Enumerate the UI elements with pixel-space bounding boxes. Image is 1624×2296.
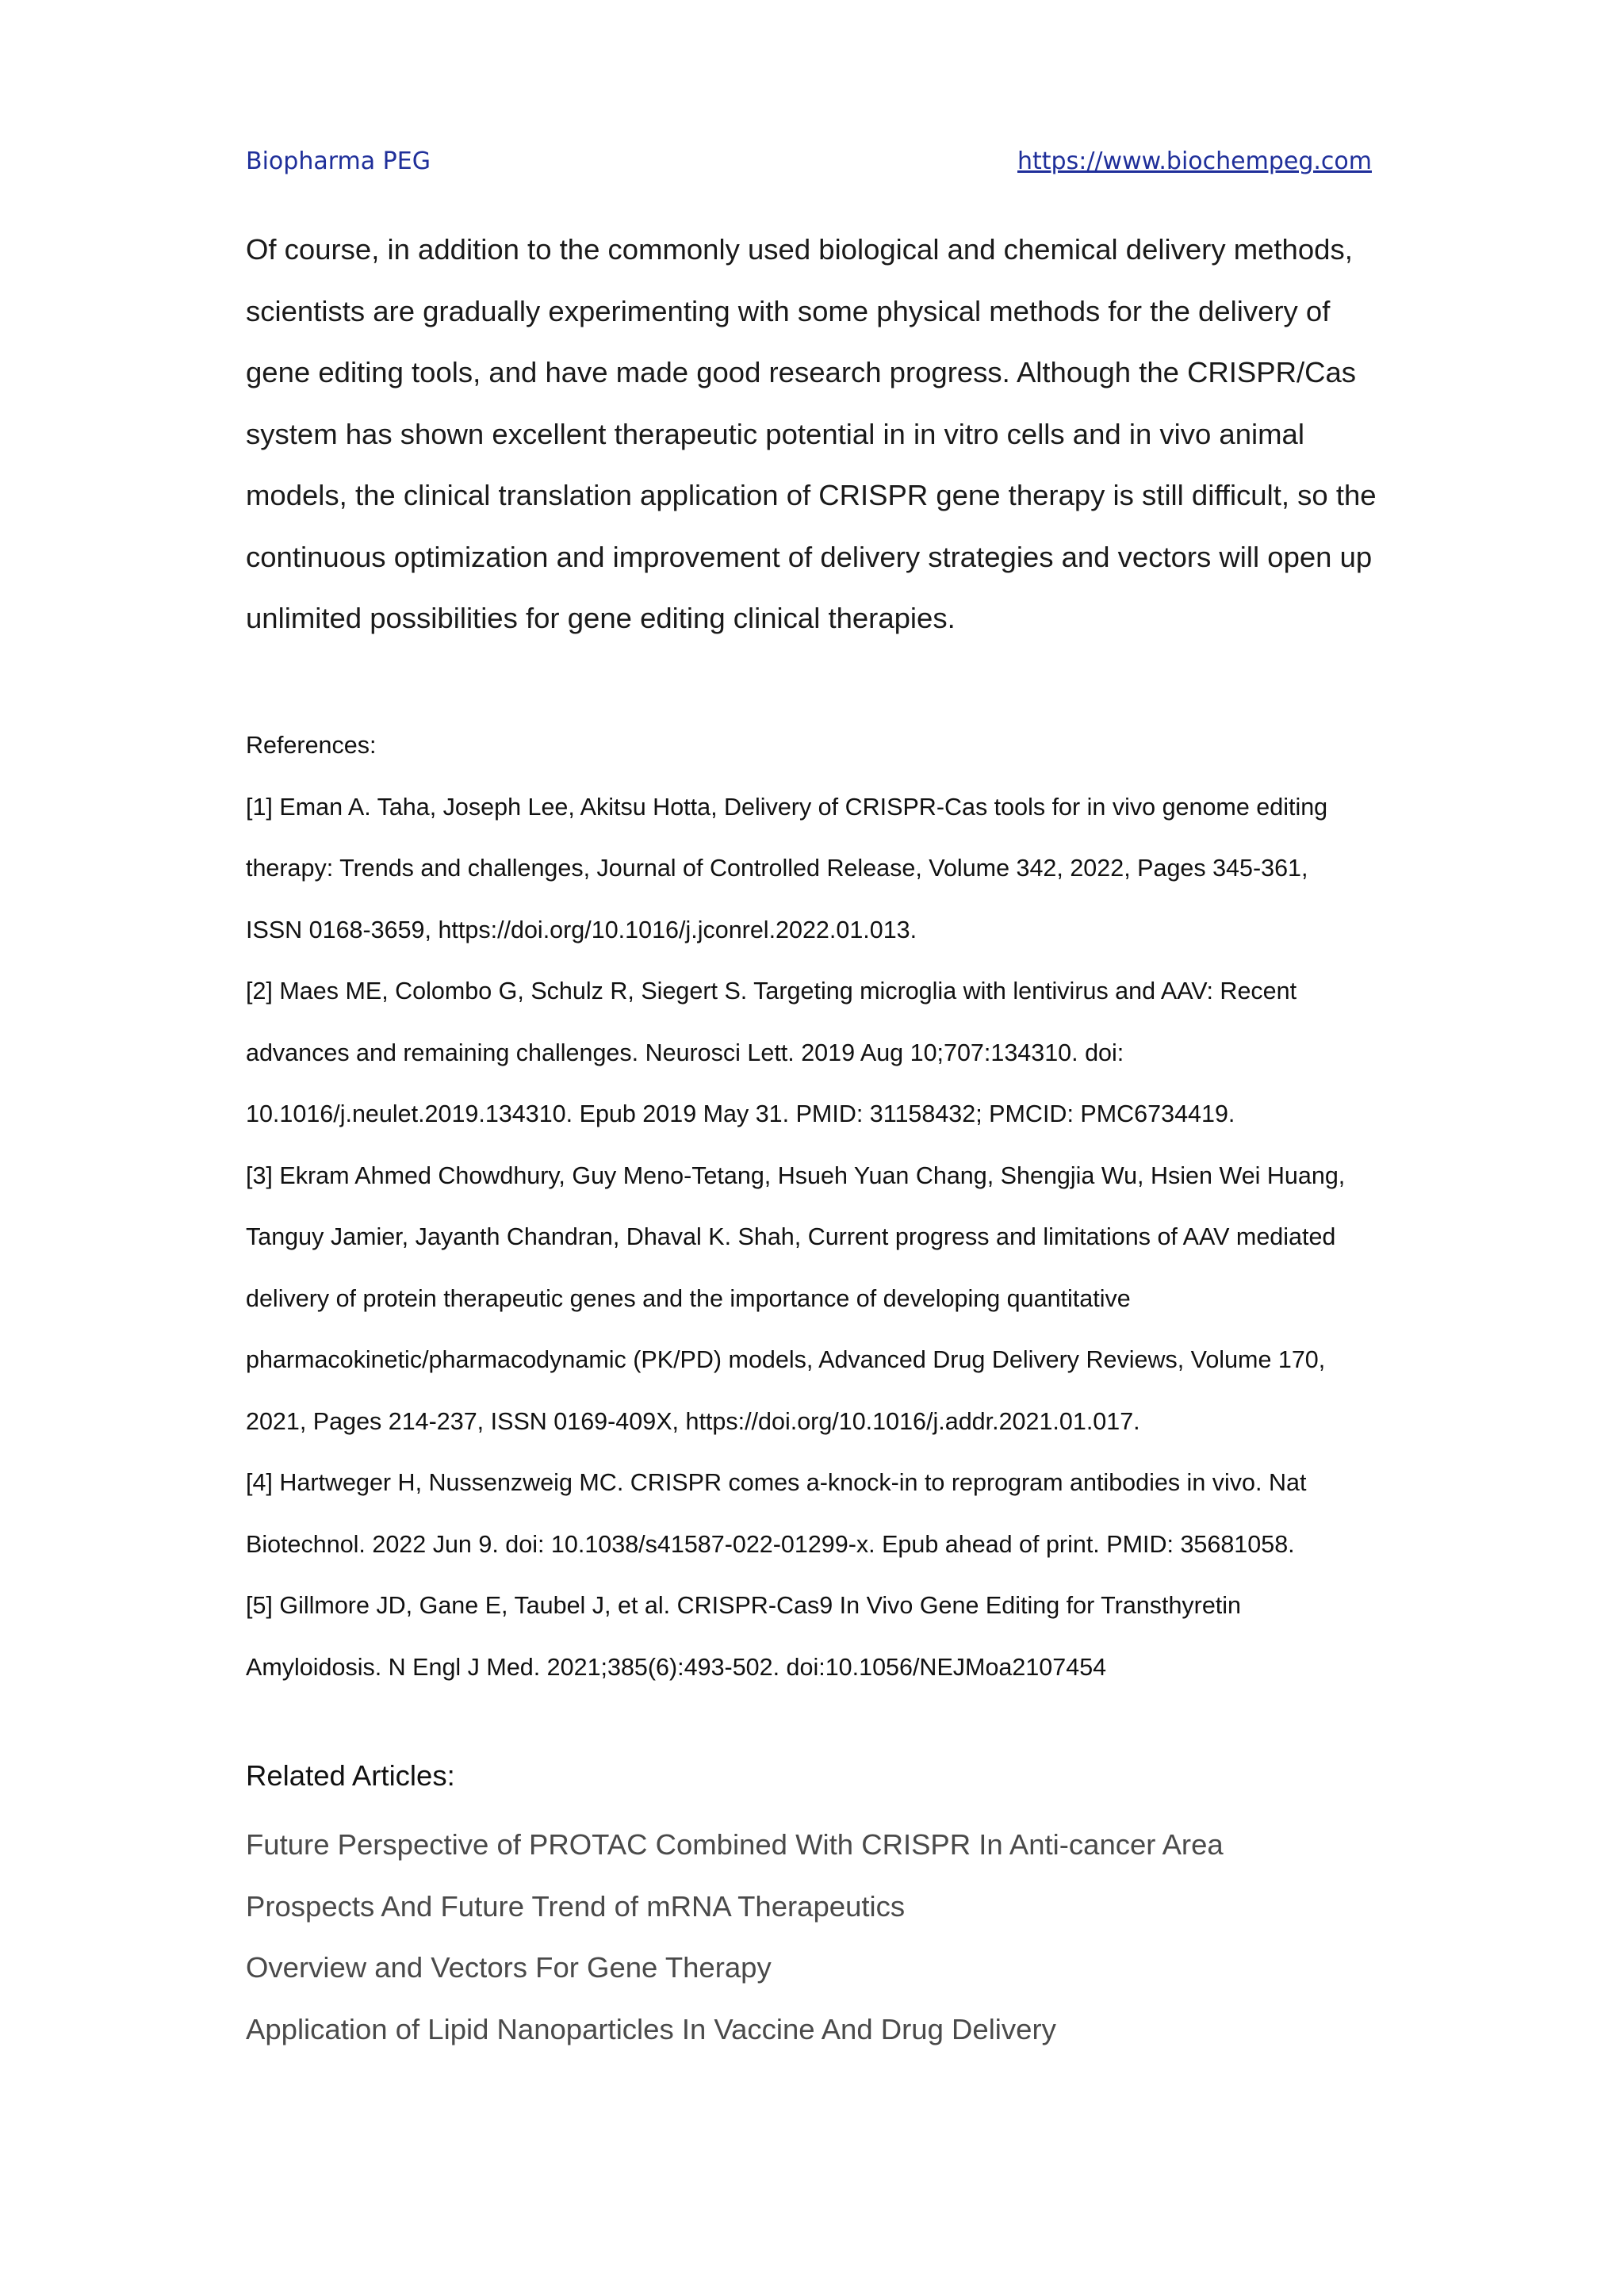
reference-line: 10.1016/j.neulet.2019.134310. Epub 2019 May 31. PMID: 31158432; PMCID: PMC6734419. (246, 1100, 1235, 1127)
reference-line: therapy: Trends and challenges, Journal of Controlled Release, Volume 342, 2022, Pages 345-361, (246, 855, 1308, 882)
reference-line: Biotechnol. 2022 Jun 9. doi: 10.1038/s41587-022-01299-x. Epub ahead of print. PMID: 35681058. (246, 1530, 1295, 1558)
related-articles-list (246, 1814, 1372, 2060)
reference-line: Tanguy Jamier, Jayanth Chandran, Dhaval K. Shah, Current progress and limitations of AAV mediated (246, 1223, 1336, 1250)
related-article-link[interactable]: Future Perspective of PROTAC Combined With CRISPR In Anti-cancer Area (246, 1828, 1224, 1861)
reference-line: [5] Gillmore JD, Gane E, Taubel J, et al. CRISPR-Cas9 In Vivo Gene Editing for Transthyretin (246, 1592, 1242, 1619)
reference-line: pharmacokinetic/pharmacodynamic (PK/PD) models, Advanced Drug Delivery Reviews, Volume 170, (246, 1346, 1326, 1373)
body-line: models, the clinical translation application of CRISPR gene therapy is still difficult, so the (246, 479, 1377, 511)
reference-line: [3] Ekram Ahmed Chowdhury, Guy Meno-Tetang, Hsueh Yuan Chang, Shengjia Wu, Hsien Wei Huang, (246, 1161, 1346, 1189)
reference-line: [4] Hartweger H, Nussenzweig MC. CRISPR comes a-knock-in to reprogram antibodies in vivo. Nat (246, 1469, 1307, 1496)
reference-line: [1] Eman A. Taha, Joseph Lee, Akitsu Hotta, Delivery of CRISPR-Cas tools for in vivo genome editing (246, 793, 1328, 821)
related-article-link[interactable]: Application of Lipid Nanoparticles In Vaccine And Drug Delivery (246, 2012, 1056, 2045)
related-article-link[interactable]: Prospects And Future Trend of mRNA Therapeutics (246, 1889, 906, 1923)
references-section (246, 715, 1372, 1698)
references-heading: References: (246, 732, 377, 759)
body-paragraph (246, 219, 1377, 649)
reference-line: advances and remaining challenges. Neurosci Lett. 2019 Aug 10;707:134310. doi: (246, 1039, 1124, 1066)
page-header (246, 147, 1372, 187)
body-line: system has shown excellent therapeutic potential in in vitro cells and in vivo animal (246, 417, 1304, 450)
body-line: gene editing tools, and have made good research progress. Although the CRISPR/Cas (246, 356, 1357, 388)
reference-line: 2021, Pages 214-237, ISSN 0169-409X, https://doi.org/10.1016/j.addr.2021.01.017. (246, 1407, 1140, 1435)
body-line: continuous optimization and improvement of delivery strategies and vectors will open up (246, 540, 1373, 573)
reference-line: delivery of protein therapeutic genes and the importance of developing quantitative (246, 1284, 1131, 1312)
reference-line: [2] Maes ME, Colombo G, Schulz R, Siegert S. Targeting microglia with lentivirus and AAV: Recent (246, 978, 1297, 1004)
reference-line: ISSN 0168-3659, https://doi.org/10.1016/j.jconrel.2022.01.013. (246, 916, 917, 943)
header-brand: Biopharma PEG (246, 147, 431, 175)
body-line: Of course, in addition to the commonly used biological and chemical delivery methods, (246, 233, 1353, 266)
body-line: scientists are gradually experimenting with some physical methods for the delivery of (246, 294, 1331, 327)
reference-line: Amyloidosis. N Engl J Med. 2021;385(6):493-502. doi:10.1056/NEJMoa2107454 (246, 1653, 1107, 1681)
body-line: unlimited possibilities for gene editing clinical therapies. (246, 602, 956, 634)
header-website-link[interactable]: https://www.biochempeg.com (1017, 147, 1372, 175)
related-articles-heading: Related Articles: (246, 1759, 455, 1792)
related-article-link[interactable]: Overview and Vectors For Gene Therapy (246, 1951, 772, 1984)
